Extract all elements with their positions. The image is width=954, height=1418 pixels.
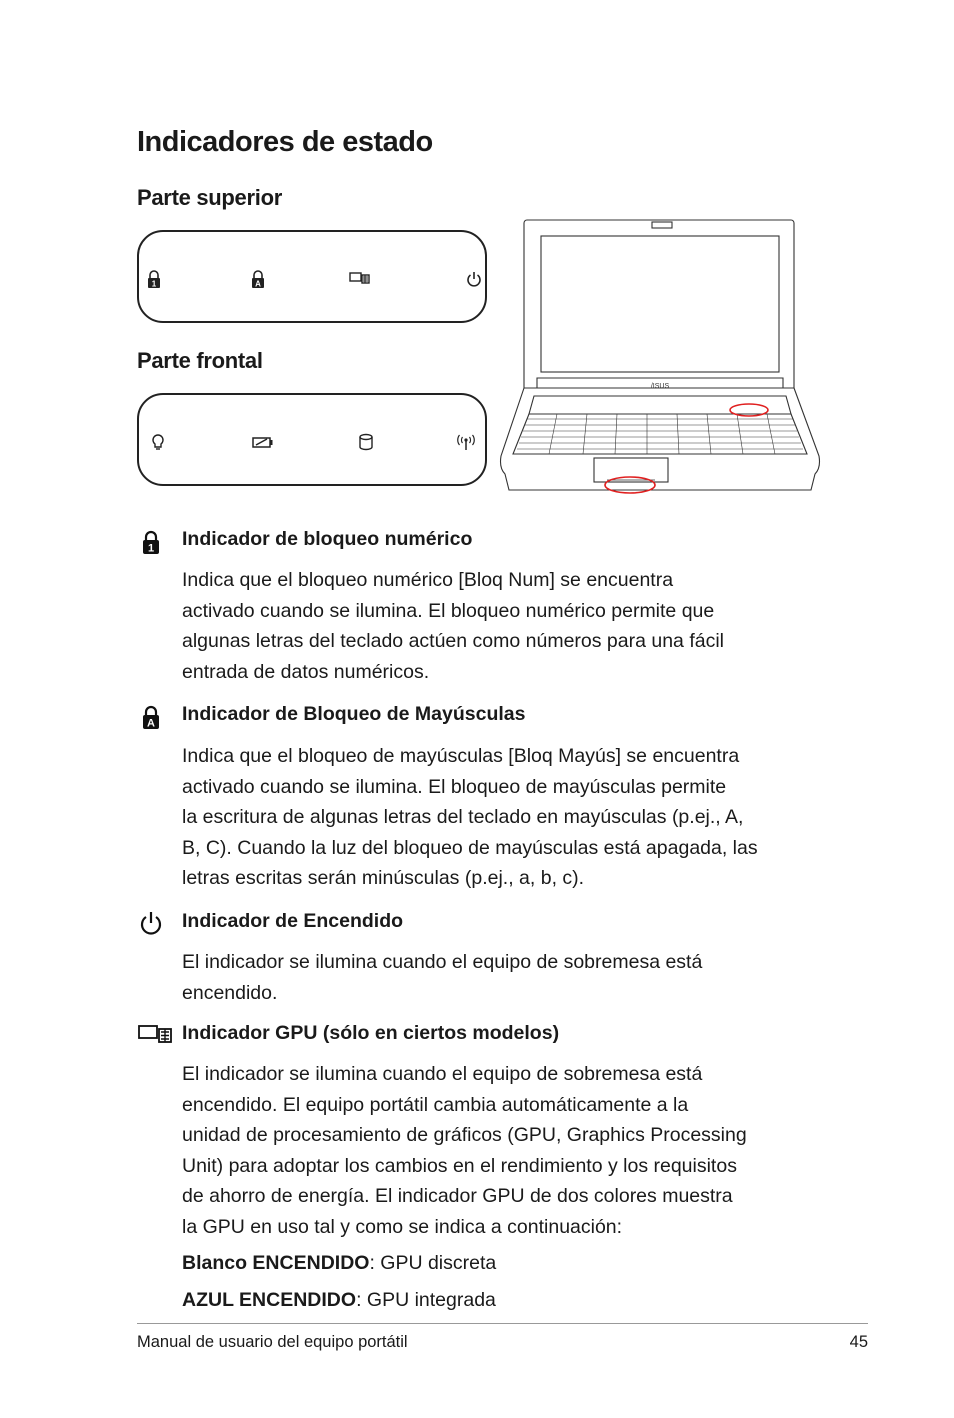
- section-title: Indicador de Bloqueo de Mayúsculas: [182, 703, 526, 725]
- svg-text:1: 1: [147, 542, 155, 555]
- body-line: la escritura de algunas letras del teclado en mayúsculas (p.ej., A,: [182, 806, 744, 828]
- body-line: letras escritas serán minúsculas (p.ej., a, b, c).: [182, 867, 585, 889]
- body-line: El indicador se ilumina cuando el equipo de sobremesa está: [182, 1063, 703, 1085]
- body-line: activado cuando se ilumina. El bloqueo numérico permite que: [182, 599, 715, 622]
- body-line: Indica que el bloqueo de mayúsculas [Bloq Mayús] se encuentra: [182, 745, 740, 767]
- gpu-mode-blue: [182, 1285, 832, 1316]
- front-indicator-highlight: [605, 477, 655, 493]
- section-body: [182, 565, 832, 687]
- front-heading: Parte frontal: [137, 348, 263, 373]
- caps-lock-icon: [138, 704, 164, 730]
- body-line: de ahorro de energía. El indicador GPU de dos colores muestra: [182, 1185, 733, 1207]
- gpu-mode-label: Blanco ENCENDIDO: [182, 1252, 370, 1274]
- gpu-mode-white: [182, 1248, 832, 1279]
- battery-charge-icon: [251, 433, 275, 451]
- page-title: Indicadores de estado: [137, 126, 433, 158]
- top-indicator-panel: [137, 230, 487, 323]
- body-line: activado cuando se ilumina. El bloqueo de mayúsculas permite: [182, 775, 727, 798]
- footer-manual-title: Manual de usuario del equipo portátil: [137, 1333, 408, 1351]
- gpu-mode-value: : GPU integrada: [356, 1289, 496, 1311]
- power-icon: [138, 910, 164, 936]
- svg-text:1: 1: [151, 279, 157, 288]
- body-line: Indica que el bloqueo numérico [Bloq Num] se encuentra: [182, 569, 674, 591]
- svg-text:A: A: [147, 717, 155, 730]
- section-body: [182, 1059, 832, 1242]
- body-line: encendido. El equipo portátil cambia automáticamente a la: [182, 1093, 689, 1116]
- caps-lock-icon: [249, 270, 267, 288]
- top-heading: Parte superior: [137, 185, 282, 210]
- section-body: [182, 741, 832, 894]
- front-indicator-panel: [137, 393, 487, 486]
- gpu-icon: [349, 270, 371, 288]
- power-icon: [465, 270, 483, 288]
- gpu-mode-label: AZUL ENCENDIDO: [182, 1289, 357, 1311]
- body-line: Unit) para adoptar los cambios en el rendimiento y los requisitos: [182, 1154, 737, 1177]
- svg-text:A: A: [255, 279, 261, 288]
- body-line: la GPU en uso tal y como se indica a continuación:: [182, 1215, 623, 1238]
- section-title: Indicador de Encendido: [182, 910, 404, 932]
- hdd-activity-icon: [357, 433, 375, 451]
- footer-rule: [137, 1323, 868, 1324]
- body-line: algunas letras del teclado actúen como números para una fácil: [182, 630, 724, 652]
- body-line: encendido.: [182, 981, 278, 1004]
- body-line: entrada de datos numéricos.: [182, 660, 430, 683]
- section-title: Indicador de bloqueo numérico: [182, 528, 473, 550]
- laptop-brand-logo: /ISUS: [650, 383, 670, 390]
- section-title: Indicador GPU (sólo en ciertos modelos): [182, 1022, 560, 1044]
- gpu-icon: [138, 1022, 174, 1048]
- wireless-icon: [455, 433, 477, 451]
- num-lock-icon: [145, 270, 163, 288]
- num-lock-icon: [138, 529, 164, 555]
- power-light-icon: [149, 433, 167, 451]
- section-body: [182, 947, 832, 1008]
- body-line: El indicador se ilumina cuando el equipo de sobremesa está: [182, 951, 703, 973]
- laptop-illustration: [497, 218, 823, 496]
- body-line: unidad de procesamiento de gráficos (GPU, Graphics Processing: [182, 1124, 747, 1146]
- body-line: B, C). Cuando la luz del bloqueo de mayúsculas está apagada, las: [182, 836, 758, 859]
- page-number: 45: [849, 1333, 868, 1351]
- gpu-mode-value: : GPU discreta: [369, 1252, 497, 1274]
